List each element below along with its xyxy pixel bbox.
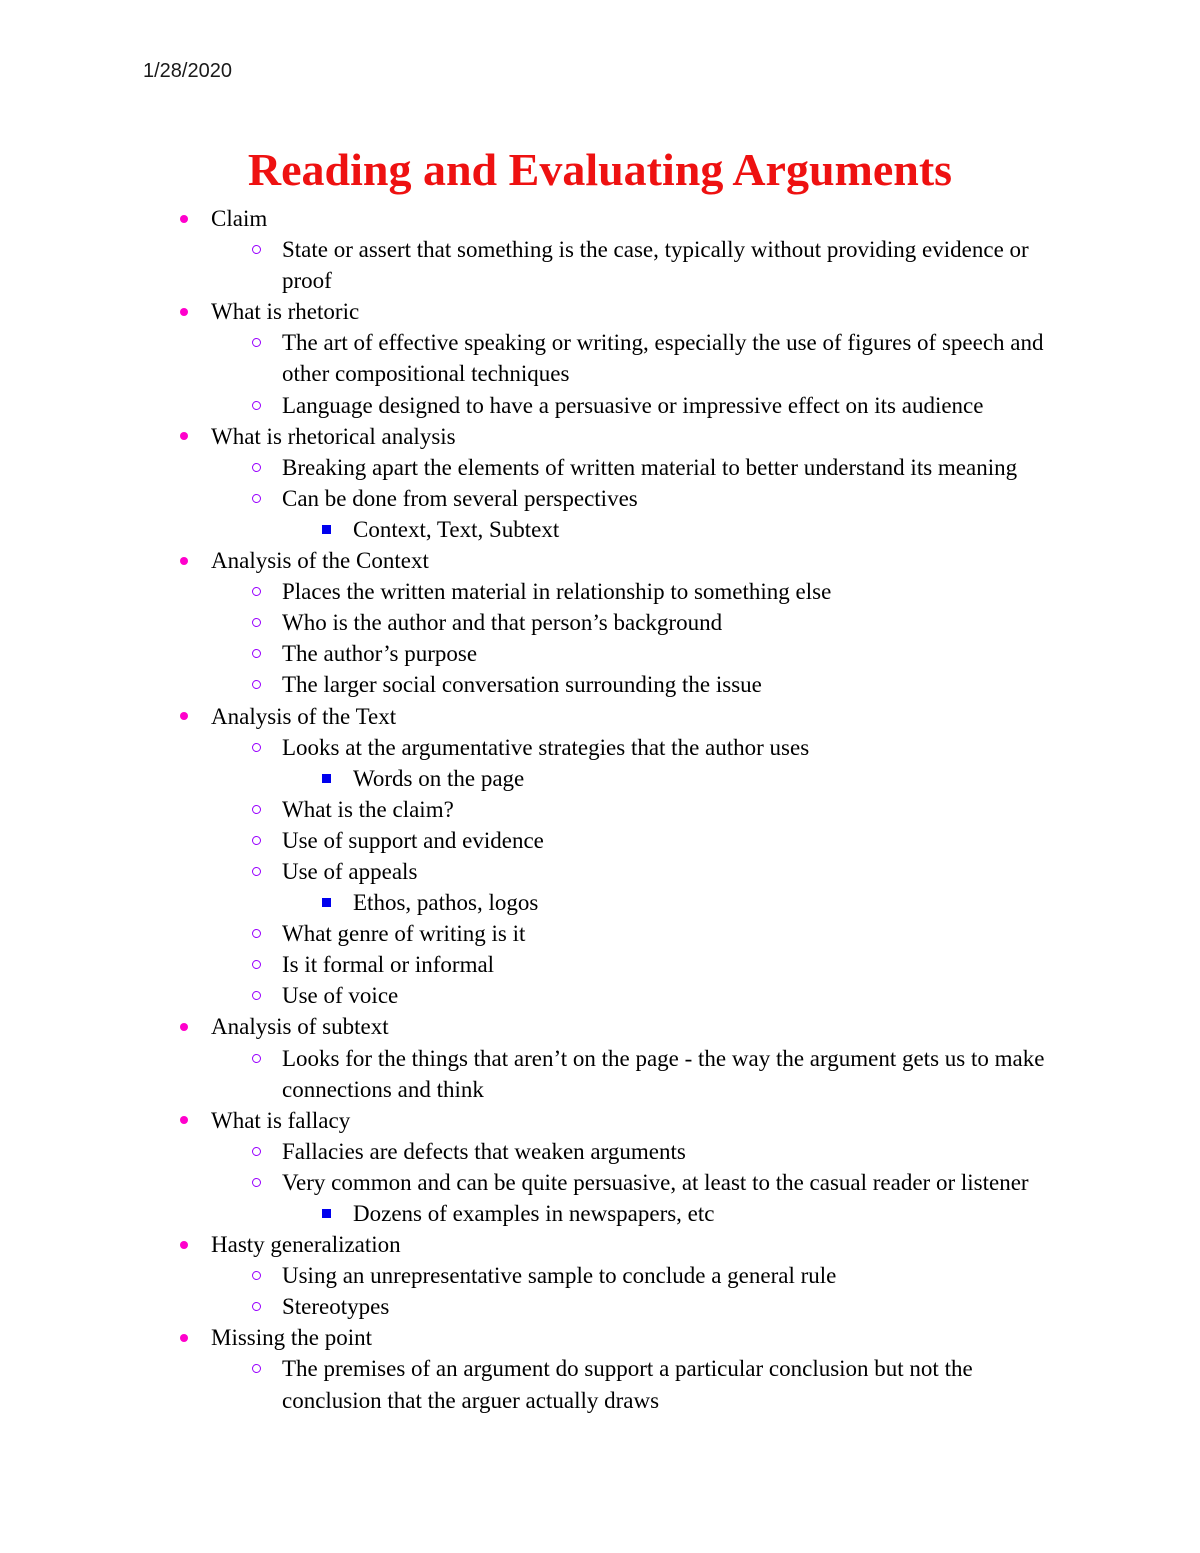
outline-subitem xyxy=(0,234,1052,296)
hollow-circle-bullet-icon xyxy=(252,1364,261,1373)
hollow-circle-bullet-icon xyxy=(252,463,261,472)
outline-item xyxy=(0,1322,1056,1353)
outline-subitem xyxy=(0,794,1052,825)
hollow-circle-bullet-icon xyxy=(252,929,261,938)
filled-circle-bullet-icon xyxy=(180,215,188,223)
bullet-text: Fallacies are defects that weaken arguments xyxy=(282,1138,686,1164)
bullet-marker xyxy=(176,203,192,234)
filled-square-bullet-icon xyxy=(322,1209,331,1218)
hollow-circle-bullet-icon xyxy=(252,680,261,689)
bullet-text: Ethos, pathos, logos xyxy=(353,890,539,916)
bullet-text: Places the written material in relationship to something else xyxy=(282,579,832,605)
outline-subitem xyxy=(0,1353,1052,1415)
bullet-text: Who is the author and that person’s background xyxy=(282,610,723,636)
filled-circle-bullet-icon xyxy=(180,1023,188,1031)
filled-circle-bullet-icon xyxy=(180,432,188,440)
outline-subitem xyxy=(0,390,1052,421)
bullet-text: Hasty generalization xyxy=(211,1232,401,1258)
outline-subitem xyxy=(0,980,1052,1011)
bullet-text: Claim xyxy=(211,206,268,231)
outline-subitem xyxy=(0,452,1052,483)
bullet-marker xyxy=(176,1011,192,1042)
bullet-outline xyxy=(0,203,1200,1416)
hollow-circle-bullet-icon xyxy=(252,618,261,627)
bullet-marker xyxy=(176,1229,192,1260)
outline-subitem xyxy=(0,918,1052,949)
page-header-date: 1/28/2020 xyxy=(143,60,232,82)
hollow-circle-bullet-icon xyxy=(252,587,261,596)
outline-item xyxy=(0,1105,1056,1136)
bullet-marker xyxy=(176,421,192,452)
bullet-marker xyxy=(176,701,192,732)
filled-circle-bullet-icon xyxy=(180,308,188,316)
outline-subitem xyxy=(0,1136,1052,1167)
bullet-marker xyxy=(248,483,264,514)
bullet-marker xyxy=(318,514,334,545)
outline-subitem xyxy=(0,483,1052,514)
hollow-circle-bullet-icon xyxy=(252,867,261,876)
bullet-marker xyxy=(248,1167,264,1198)
outline-item xyxy=(0,1229,1056,1260)
hollow-circle-bullet-icon xyxy=(252,960,261,969)
bullet-text: The larger social conversation surrounding the issue xyxy=(282,672,762,698)
outline-subitem xyxy=(0,825,1052,856)
bullet-text: Missing the point xyxy=(211,1325,373,1351)
outline-subitem xyxy=(0,1260,1052,1291)
filled-circle-bullet-icon xyxy=(180,1334,188,1342)
bullet-text: Analysis of the Text xyxy=(211,703,397,729)
hollow-circle-bullet-icon xyxy=(252,245,261,254)
bullet-marker xyxy=(248,607,264,638)
outline-item xyxy=(0,1011,1056,1042)
bullet-text: Dozens of examples in newspapers, etc xyxy=(353,1201,715,1226)
bullet-marker xyxy=(248,1353,264,1384)
bullet-marker xyxy=(176,1105,192,1136)
outline-subitem xyxy=(0,856,1052,887)
bullet-marker xyxy=(248,825,264,856)
outline-subitem xyxy=(0,732,1052,763)
hollow-circle-bullet-icon xyxy=(252,649,261,658)
bullet-marker xyxy=(248,1136,264,1167)
bullet-text: Using an unrepresentative sample to conclude a general rule xyxy=(282,1263,837,1289)
bullet-marker xyxy=(318,763,334,794)
bullet-marker xyxy=(248,452,264,483)
bullet-text: Analysis of the Context xyxy=(211,548,429,574)
bullet-marker xyxy=(318,887,334,918)
bullet-text: Looks at the argumentative strategies that the author uses xyxy=(282,734,810,760)
bullet-text: Context, Text, Subtext xyxy=(353,516,560,542)
outline-item xyxy=(0,545,1056,576)
outline-subitem xyxy=(0,1043,1052,1105)
hollow-circle-bullet-icon xyxy=(252,836,261,845)
hollow-circle-bullet-icon xyxy=(252,1054,261,1063)
hollow-circle-bullet-icon xyxy=(252,743,261,752)
outline-subitem xyxy=(0,1167,1052,1198)
hollow-circle-bullet-icon xyxy=(252,991,261,1000)
hollow-circle-bullet-icon xyxy=(252,1178,261,1187)
filled-circle-bullet-icon xyxy=(180,1116,188,1124)
filled-circle-bullet-icon xyxy=(180,557,188,565)
bullet-text: What is rhetoric xyxy=(211,299,360,325)
bullet-text: What is fallacy xyxy=(211,1107,351,1133)
bullet-marker xyxy=(248,918,264,949)
outline-subitem xyxy=(0,949,1052,980)
bullet-text: What is rhetorical analysis xyxy=(211,423,456,449)
filled-square-bullet-icon xyxy=(322,774,331,783)
outline-item xyxy=(0,421,1056,452)
bullet-text: Analysis of subtext xyxy=(211,1014,389,1040)
outline-subitem xyxy=(0,327,1052,389)
bullet-text: The premises of an argument do support a particular conclusion but not the conclusion that the arguer actually draws xyxy=(282,1356,973,1413)
document-title: Reading and Evaluating Arguments xyxy=(247,144,953,195)
bullet-text: Very common and can be quite persuasive, at least to the casual reader or listener xyxy=(282,1169,1029,1195)
bullet-marker xyxy=(248,390,264,421)
bullet-marker xyxy=(248,980,264,1011)
outline-subsubitem xyxy=(0,514,1053,545)
bullet-text: Use of support and evidence xyxy=(282,827,544,853)
bullet-text: Breaking apart the elements of written material to better understand its meaning xyxy=(282,454,1018,480)
hollow-circle-bullet-icon xyxy=(252,1271,261,1280)
hollow-circle-bullet-icon xyxy=(252,401,261,410)
bullet-text: Use of voice xyxy=(282,983,399,1009)
bullet-marker xyxy=(248,638,264,669)
outline-subitem xyxy=(0,607,1052,638)
bullet-marker xyxy=(248,1043,264,1074)
filled-square-bullet-icon xyxy=(322,898,331,907)
filled-square-bullet-icon xyxy=(322,525,331,534)
outline-item xyxy=(0,203,1056,234)
bullet-text: Stereotypes xyxy=(282,1294,390,1320)
bullet-marker xyxy=(176,545,192,576)
outline-subsubitem xyxy=(0,763,1053,794)
bullet-text: The art of effective speaking or writing, especially the use of figures of speech and other compositional techniques xyxy=(282,330,1044,387)
bullet-text: Language designed to have a persuasive or impressive effect on its audience xyxy=(282,392,984,418)
outline-subsubitem xyxy=(0,887,1053,918)
filled-circle-bullet-icon xyxy=(180,712,188,720)
bullet-marker xyxy=(176,1322,192,1353)
bullet-marker xyxy=(248,732,264,763)
filled-circle-bullet-icon xyxy=(180,1241,188,1249)
outline-subitem xyxy=(0,576,1052,607)
hollow-circle-bullet-icon xyxy=(252,494,261,503)
bullet-marker xyxy=(248,794,264,825)
hollow-circle-bullet-icon xyxy=(252,1147,261,1156)
outline-subitem xyxy=(0,669,1052,700)
bullet-text: Looks for the things that aren’t on the page - the way the argument gets us to make connections and think xyxy=(282,1045,1045,1102)
hollow-circle-bullet-icon xyxy=(252,1302,261,1311)
bullet-text: What is the claim? xyxy=(282,796,454,822)
bullet-marker xyxy=(248,1291,264,1322)
hollow-circle-bullet-icon xyxy=(252,805,261,814)
bullet-marker xyxy=(176,296,192,327)
outline-item xyxy=(0,701,1056,732)
bullet-marker xyxy=(248,856,264,887)
bullet-marker xyxy=(318,1198,334,1229)
bullet-marker xyxy=(248,949,264,980)
bullet-text: The author’s purpose xyxy=(282,641,478,667)
outline-subitem xyxy=(0,638,1052,669)
bullet-marker xyxy=(248,669,264,700)
outline-subitem xyxy=(0,1291,1052,1322)
outline-item xyxy=(0,296,1056,327)
bullet-marker xyxy=(248,1260,264,1291)
bullet-text: Can be done from several perspectives xyxy=(282,485,638,511)
bullet-text: Is it formal or informal xyxy=(282,952,495,978)
outline-subsubitem xyxy=(0,1198,1053,1229)
bullet-marker xyxy=(248,327,264,358)
bullet-text: Use of appeals xyxy=(282,858,418,884)
bullet-text: State or assert that something is the case, typically without providing evidence or proof xyxy=(282,237,1029,294)
bullet-marker xyxy=(248,576,264,607)
bullet-marker xyxy=(248,234,264,265)
bullet-text: Words on the page xyxy=(353,765,525,791)
hollow-circle-bullet-icon xyxy=(252,338,261,347)
bullet-text: What genre of writing is it xyxy=(282,921,526,947)
